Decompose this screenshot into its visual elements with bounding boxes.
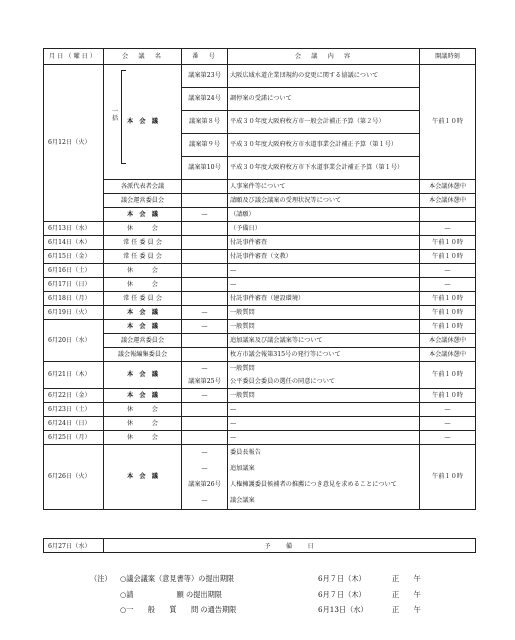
agenda-content: 平成３０年度大阪府枚方市水道事業会計補正予算（第１号） [228, 134, 420, 157]
date-cell: 6月14日（木） [44, 236, 104, 250]
agenda-content-list [228, 362, 420, 389]
meeting-cell: 本 会 議 [104, 362, 182, 389]
table-row [44, 362, 476, 389]
bill-number [182, 334, 228, 348]
start-time: — [420, 417, 476, 431]
bill-number: — [201, 465, 208, 472]
date-cell: 6月15日（金） [44, 250, 104, 264]
table-row [44, 417, 476, 431]
meeting-cell: 常 任 委 員 会 [104, 236, 182, 250]
table-row [44, 278, 476, 292]
agenda-content: 平成３０年度大阪府枚方市一般会計補正予算（第２号） [228, 111, 420, 134]
table-row [44, 334, 476, 348]
meeting-cell: 本 会 議 [104, 208, 182, 222]
table-header-row [44, 49, 476, 65]
start-time: — [420, 222, 476, 236]
date-cell: 6月21日（木） [44, 362, 104, 389]
meeting-label: 本 会 議 [127, 118, 158, 126]
session-schedule-table [43, 48, 476, 510]
table-row [44, 320, 476, 334]
note-date: 6月７日（木） [318, 574, 366, 583]
bill-number [182, 348, 228, 362]
start-time: 午前１０時 [420, 362, 476, 389]
meeting-cell: 休 会 [104, 417, 182, 431]
final-row-table [43, 538, 476, 553]
agenda-content: （請願） [228, 208, 420, 222]
meeting-cell: 休 会 [104, 431, 182, 445]
deadline-notes [90, 571, 421, 618]
bill-number [182, 250, 228, 264]
start-time: 本会議休憩中 [420, 348, 476, 362]
meeting-cell [104, 65, 182, 180]
table-row [44, 431, 476, 445]
bill-number: 議案第26号 [188, 481, 221, 488]
start-time: 午前１０時 [420, 389, 476, 403]
start-time: 本会議休憩中 [420, 334, 476, 348]
start-time: 本会議休憩中 [420, 180, 476, 194]
table-row [44, 222, 476, 236]
note-text: ○一 般 質 問 の通告期限 [120, 605, 237, 614]
bill-number-list [182, 362, 228, 389]
agenda-content: — [228, 403, 420, 417]
start-time: — [420, 278, 476, 292]
agenda-content: 付託事件審査（文教） [228, 250, 420, 264]
date-cell: 6月18日（月） [44, 292, 104, 306]
bill-number: — [182, 389, 228, 403]
bill-number [182, 292, 228, 306]
bill-number [182, 222, 228, 236]
bill-number: — [201, 497, 208, 504]
agenda-content: 平成３０年度大阪府枚方市下水道事業会計補正予算（第１号） [228, 157, 420, 180]
date-cell: 6月22日（金） [44, 389, 104, 403]
bill-number: — [201, 449, 208, 456]
agenda-content: — [228, 431, 420, 445]
agenda-content: 一般質問 [228, 320, 420, 334]
bill-number: 議案第24号 [182, 88, 228, 111]
bill-number [182, 417, 228, 431]
agenda-content-list [228, 445, 420, 510]
start-time: 午前１０時 [420, 292, 476, 306]
agenda-content: 人権擁護委員候補者の推薦につき意見を求めることについて [230, 481, 397, 489]
date-cell: 6月25日（月） [44, 431, 104, 445]
bill-number: — [182, 208, 228, 222]
meeting-cell: 本 会 議 [104, 320, 182, 334]
date-cell: 6月19日（火） [44, 306, 104, 320]
table-row [44, 445, 476, 510]
agenda-content: — [228, 264, 420, 278]
start-time: 午前１０時 [420, 445, 476, 510]
agenda-content: 議会議案 [230, 497, 255, 505]
table-row [44, 264, 476, 278]
bill-number [182, 236, 228, 250]
note-item [90, 571, 421, 587]
start-time: — [420, 431, 476, 445]
start-time: 午前１０時 [420, 65, 476, 180]
start-time: 本会議休憩中 [420, 194, 476, 208]
table-row [44, 250, 476, 264]
agenda-content: （予備日） [228, 222, 420, 236]
table-row [44, 65, 476, 88]
start-time: 午前１０時 [420, 250, 476, 264]
table-row [44, 403, 476, 417]
table-row [44, 208, 476, 222]
agenda-content: 追加議案及び議会議案等について [228, 334, 420, 348]
note-time: 正 午 [392, 574, 421, 583]
note-time: 正 午 [392, 605, 421, 614]
date-cell: 6月24日（日） [44, 417, 104, 431]
final-content: 予 備 日 [104, 539, 476, 553]
agenda-content: 一般質問 [228, 389, 420, 403]
bill-number [182, 180, 228, 194]
agenda-content: — [228, 278, 420, 292]
date-cell: 6月16日（土） [44, 264, 104, 278]
note-date: 6月13日（水） [318, 605, 368, 614]
agenda-content: 付託事件審査 [228, 236, 420, 250]
header-date: 月日（曜日） [44, 49, 104, 65]
agenda-content: 付託事件審査（建設環境） [228, 292, 420, 306]
bill-number: 議案第９号 [182, 134, 228, 157]
table-row [44, 539, 476, 553]
meeting-cell: 常 任 委 員 会 [104, 250, 182, 264]
meeting-cell: 議会運営委員会 [104, 334, 182, 348]
date-cell: 6月23日（土） [44, 403, 104, 417]
bill-number [182, 278, 228, 292]
header-number: 番 号 [182, 49, 228, 65]
bill-number: 議案第８号 [182, 111, 228, 134]
bill-number: 議案第10号 [182, 157, 228, 180]
agenda-content: 請願及び議会議案の受理状況等について [228, 194, 420, 208]
meeting-cell: 休 会 [104, 222, 182, 236]
bill-number [182, 194, 228, 208]
bundle-label: 一括 [112, 108, 119, 122]
start-time: — [420, 264, 476, 278]
header-meeting: 会 議 名 [104, 49, 182, 65]
agenda-content: 大阪広域水道企業団規約の変更に関する協議について [228, 65, 420, 88]
meeting-cell: 議会報編集委員会 [104, 348, 182, 362]
meeting-cell: 常 任 委 員 会 [104, 292, 182, 306]
agenda-content: 枚方市議会報第315号の発行等について [228, 348, 420, 362]
note-item [90, 602, 421, 618]
table-row [44, 389, 476, 403]
note-text: ○議会議案（意見書等）の提出期限 [120, 574, 235, 583]
date-cell: 6月20日（水） [44, 320, 104, 362]
table-row [44, 348, 476, 362]
date-cell: 6月26日（火） [44, 445, 104, 510]
meeting-cell: 休 会 [104, 403, 182, 417]
agenda-content: 調停案の受諾について [228, 88, 420, 111]
meeting-cell: 休 会 [104, 278, 182, 292]
meeting-cell: 各派代表者会議 [104, 180, 182, 194]
meeting-cell: 本 会 議 [104, 445, 182, 510]
meeting-cell: 本 会 議 [104, 389, 182, 403]
agenda-content: 公平委員会委員の選任の同意について [230, 377, 336, 385]
date-cell: 6月12日（火） [44, 65, 104, 222]
bill-number-list [182, 445, 228, 510]
bill-number: 議案第23号 [182, 65, 228, 88]
date-cell: 6月17日（日） [44, 278, 104, 292]
agenda-content: 一般質問 [230, 364, 255, 372]
start-time: 午前１０時 [420, 320, 476, 334]
start-time: 午前１０時 [420, 306, 476, 320]
agenda-content: — [228, 417, 420, 431]
header-time: 開議時刻 [420, 49, 476, 65]
note-item [90, 587, 421, 603]
bill-number: 議案第25号 [188, 378, 221, 385]
header-content: 会 議 内 容 [228, 49, 420, 65]
bill-number [182, 264, 228, 278]
bill-number [182, 431, 228, 445]
table-row [44, 306, 476, 320]
bundle-bracket [121, 70, 126, 164]
table-row [44, 292, 476, 306]
agenda-content: 一般質問 [228, 306, 420, 320]
agenda-content: 人事案件等について [228, 180, 420, 194]
note-date: 6月７日（木） [318, 589, 366, 599]
note-text: ○請 願 の提出期限 [120, 589, 222, 599]
note-lead: （注） [90, 574, 112, 583]
agenda-content: 追加議案 [230, 465, 255, 473]
agenda-content: 委員長報告 [230, 449, 261, 457]
meeting-cell: 議会運営委員会 [104, 194, 182, 208]
bill-number [182, 403, 228, 417]
start-time: 午前１０時 [420, 236, 476, 250]
bill-number: — [201, 365, 208, 372]
meeting-cell: 休 会 [104, 264, 182, 278]
note-time: 正 午 [392, 589, 421, 599]
table-row [44, 236, 476, 250]
table-row [44, 180, 476, 194]
meeting-cell: 本 会 議 [104, 306, 182, 320]
final-date: 6月27日（水） [44, 539, 104, 553]
table-row [44, 194, 476, 208]
date-cell: 6月13日（水） [44, 222, 104, 236]
bill-number: — [182, 320, 228, 334]
start-time [420, 208, 476, 222]
bill-number: — [182, 306, 228, 320]
start-time: — [420, 403, 476, 417]
